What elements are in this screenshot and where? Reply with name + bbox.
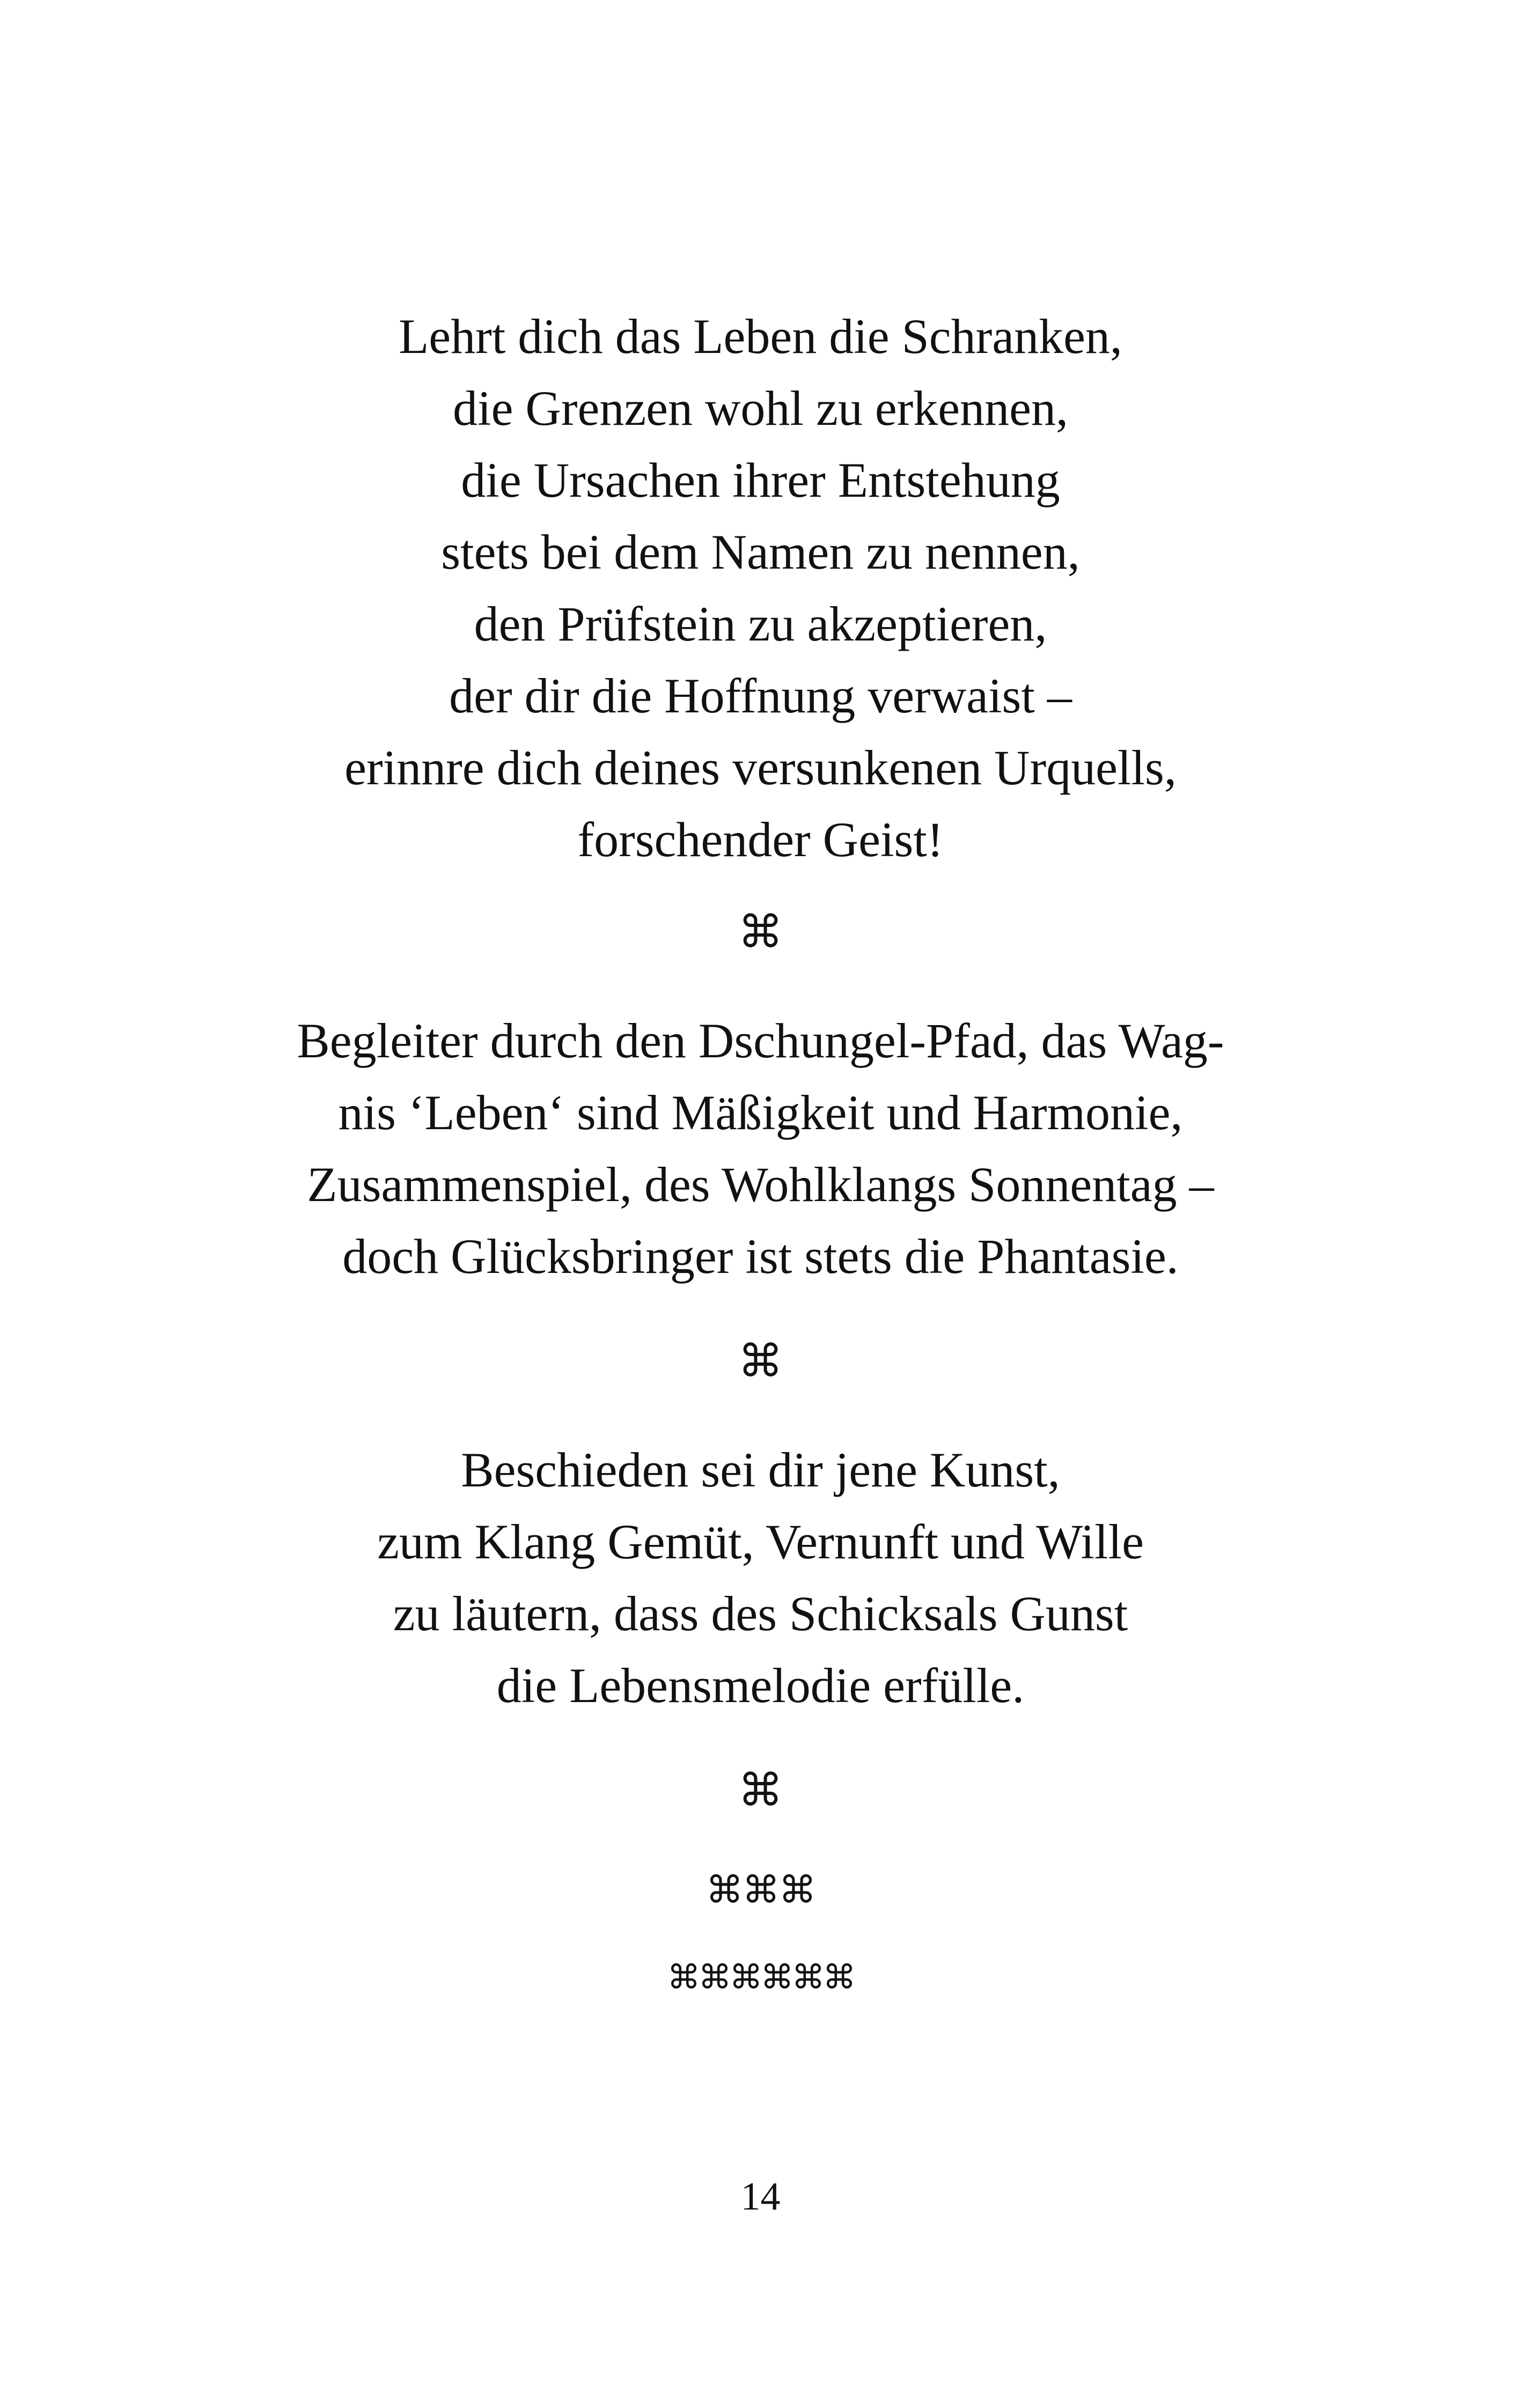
verse-line: erinnre dich deines versunkenen Urquells, (344, 740, 1177, 795)
verse-line: doch Glücksbringer ist stets die Phantasie. (342, 1229, 1179, 1284)
stanza (0, 300, 1521, 875)
section-separator-icon: ⌘ (738, 1764, 783, 1816)
verse-line: Begleiter durch den Dschungel-Pfad, das Wag- (297, 1013, 1224, 1068)
stanza (0, 1434, 1521, 1721)
verse-line: stets bei dem Namen zu nennen, (441, 525, 1080, 579)
triple-ornament-icon: ⌘⌘⌘ (706, 1868, 815, 1912)
section-separator-icon: ⌘ (738, 905, 783, 958)
verse-line: zum Klang Gemüt, Vernunft und Wille (377, 1514, 1144, 1569)
verse-line: forschender Geist! (577, 812, 944, 867)
verse-line: die Ursachen ihrer Entstehung (461, 453, 1060, 507)
section-separator-icon: ⌘ (738, 1335, 783, 1387)
verse-line: Beschieden sei dir jene Kunst, (461, 1442, 1060, 1497)
verse-line: nis ‘Leben‘ sind Mäßigkeit und Harmonie, (338, 1085, 1183, 1140)
verse-line: zu läutern, dass des Schicksals Gunst (393, 1586, 1128, 1641)
verse-line: Lehrt dich das Leben die Schranken, (399, 309, 1122, 364)
verse-line: die Grenzen wohl zu erkennen, (453, 381, 1068, 436)
verse-line: Zusammenspiel, des Wohlklangs Sonnentag – (307, 1157, 1214, 1212)
verse-line: den Prüfstein zu akzeptieren, (474, 597, 1047, 651)
verse-line: der dir die Hoffnung verwaist – (449, 668, 1072, 723)
stanza (0, 1005, 1521, 1292)
verse-line: die Lebensmelodie erfülle. (496, 1658, 1025, 1713)
sextuple-ornament-icon: ⌘⌘⌘⌘⌘⌘ (667, 1957, 854, 1997)
page-number: 14 (740, 2175, 781, 2219)
